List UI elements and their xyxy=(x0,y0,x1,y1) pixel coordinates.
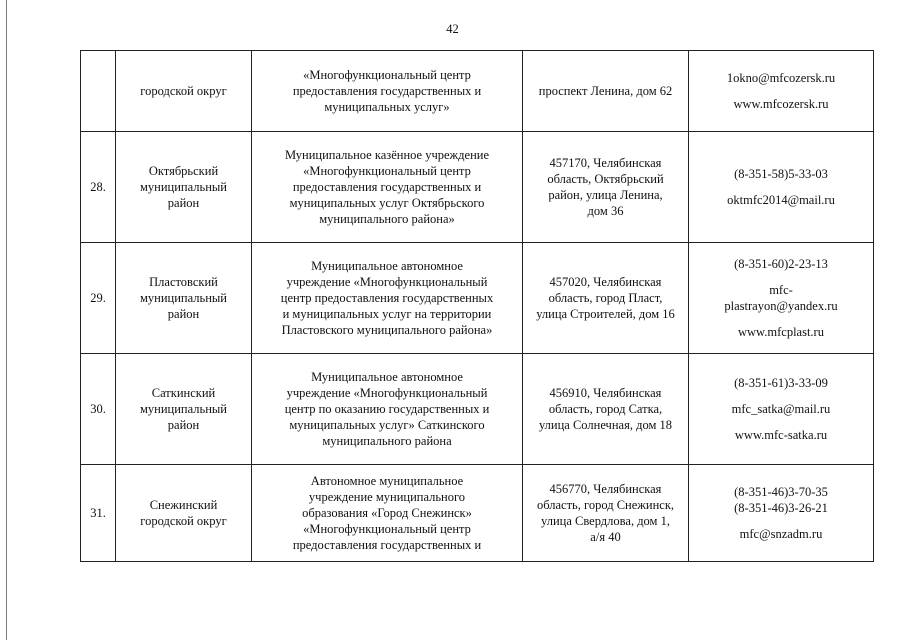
contacts-cell xyxy=(689,243,874,354)
table-row xyxy=(81,465,874,562)
address-cell: проспект Ленина, дом 62 xyxy=(523,51,689,132)
contacts-cell xyxy=(689,354,874,465)
row-number xyxy=(81,51,116,132)
email-part: plastrayon@yandex.ru xyxy=(724,299,838,313)
municipality-cell: Октябрьский муниципальный район xyxy=(116,132,252,243)
address-cell: 457170, Челябинская область, Октябрьский район, улица Ленина, дом 36 xyxy=(523,132,689,243)
organization-cell: Автономное муниципальное учреждение муниципального образования «Город Снежинск» «Многофункциональный центр предоставления государственных и xyxy=(252,465,523,562)
page-number: 42 xyxy=(446,22,459,36)
contacts-cell xyxy=(689,465,874,562)
email-part: mfc- xyxy=(769,283,793,297)
website: www.mfcplast.ru xyxy=(738,325,824,339)
page-margin-rule xyxy=(6,0,7,640)
table-row xyxy=(81,243,874,354)
contacts-cell xyxy=(689,132,874,243)
email: mfc_satka@mail.ru xyxy=(731,402,831,416)
row-number: 31. xyxy=(81,465,116,562)
organization-cell: Муниципальное автономное учреждение «Многофункциональный центр предоставления государственных и муниципальных услуг на территории Пластовского муниципального района» xyxy=(252,243,523,354)
address-cell: 456770, Челябинская область, город Снежинск, улица Свердлова, дом 1, а/я 40 xyxy=(523,465,689,562)
website: www.mfcozersk.ru xyxy=(733,97,829,111)
phone: (8-351-46)3-70-35 xyxy=(734,485,828,499)
address-cell: 456910, Челябинская область, город Сатка, улица Солнечная, дом 18 xyxy=(523,354,689,465)
address-cell: 457020, Челябинская область, город Пласт, улица Строителей, дом 16 xyxy=(523,243,689,354)
table-row xyxy=(81,51,874,132)
phone: (8-351-58)5-33-03 xyxy=(734,167,828,181)
email: mfc@snzadm.ru xyxy=(739,527,823,541)
organization-cell: Муниципальное автономное учреждение «Многофункциональный центр по оказанию государственных и муниципальных услуг» Саткинского муниципального района xyxy=(252,354,523,465)
row-number: 28. xyxy=(81,132,116,243)
organization-cell: «Многофункциональный центр предоставления государственных и муниципальных услуг» xyxy=(252,51,523,132)
row-number: 30. xyxy=(81,354,116,465)
row-number: 29. xyxy=(81,243,116,354)
municipality-cell: Пластовский муниципальный район xyxy=(116,243,252,354)
organization-cell: Муниципальное казённое учреждение «Многофункциональный центр предоставления государственных и муниципальных услуг Октябрьского муниципального района» xyxy=(252,132,523,243)
email: 1okno@mfcozersk.ru xyxy=(726,71,836,85)
phone: (8-351-60)2-23-13 xyxy=(734,257,828,271)
table-row xyxy=(81,132,874,243)
municipality-cell: Саткинский муниципальный район xyxy=(116,354,252,465)
phone: (8-351-61)3-33-09 xyxy=(734,376,828,390)
mfc-registry-table xyxy=(80,50,874,562)
phone: (8-351-46)3-26-21 xyxy=(734,501,828,515)
contacts-cell xyxy=(689,51,874,132)
website: www.mfc-satka.ru xyxy=(734,428,828,442)
email: oktmfc2014@mail.ru xyxy=(727,193,835,207)
municipality-cell: городской округ xyxy=(116,51,252,132)
table-row xyxy=(81,354,874,465)
municipality-cell: Снежинский городской округ xyxy=(116,465,252,562)
